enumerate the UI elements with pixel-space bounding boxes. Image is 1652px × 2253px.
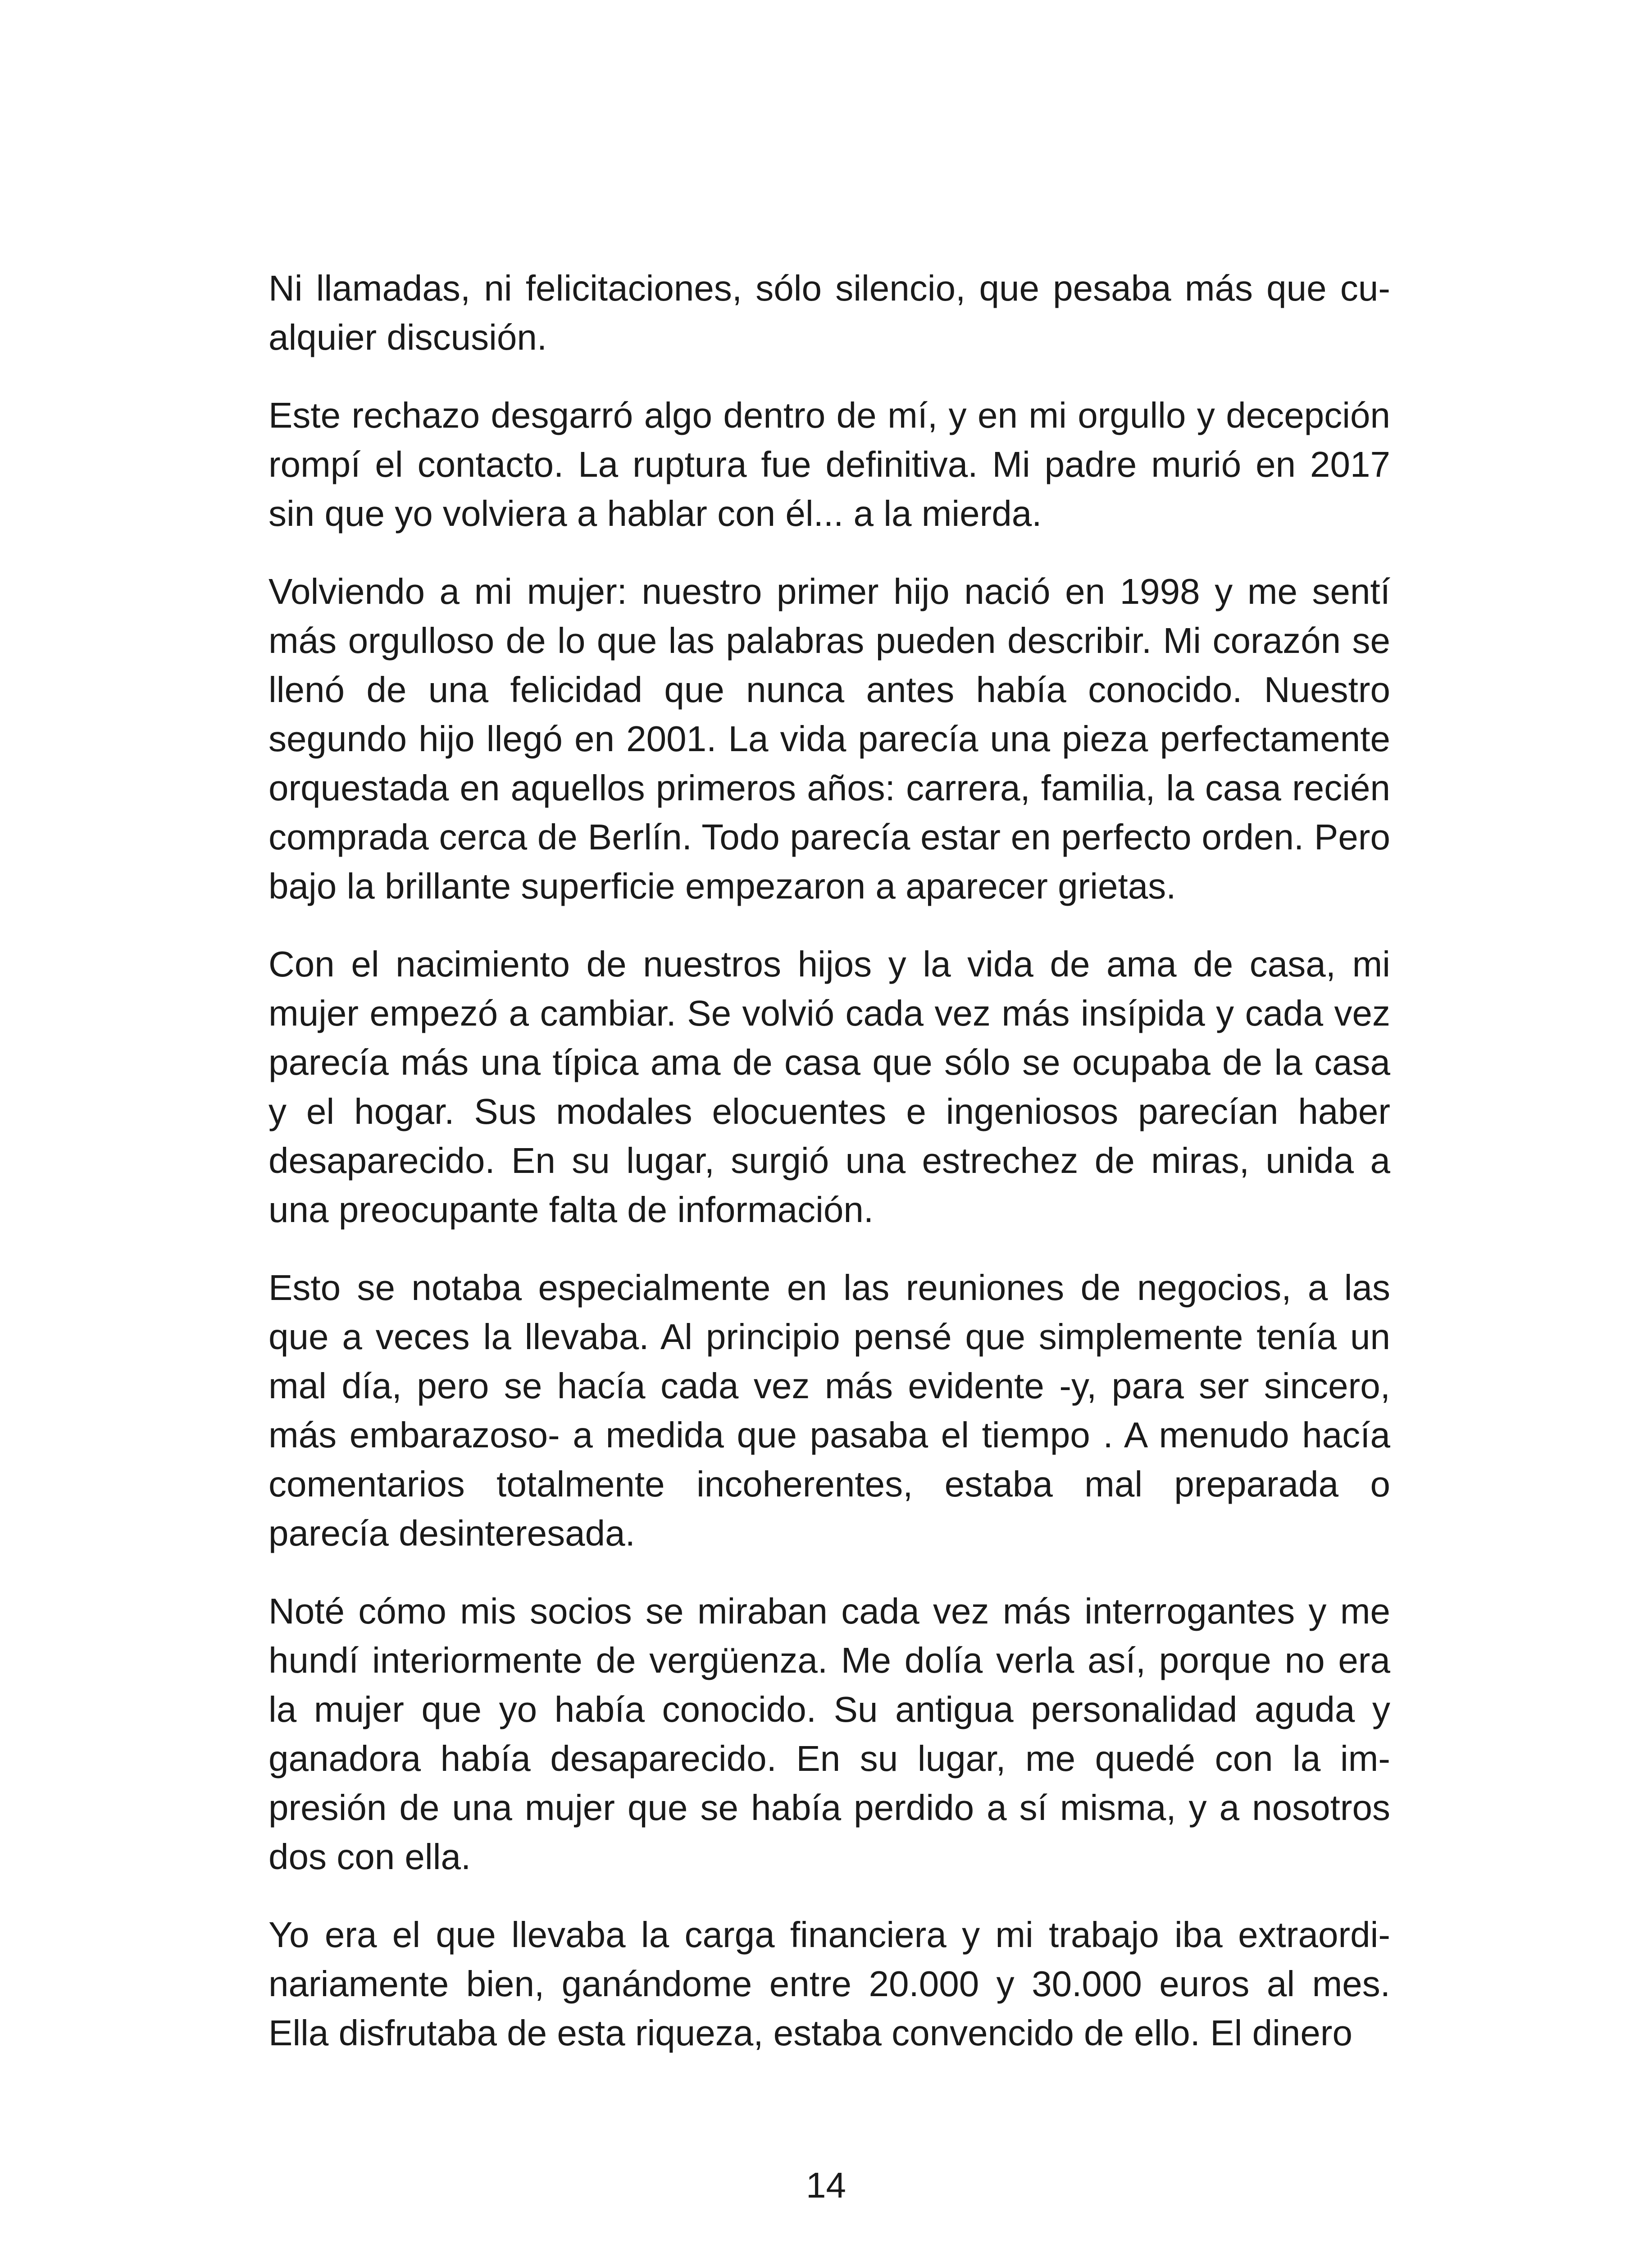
page-number: 14	[806, 2165, 846, 2205]
paragraph-5: Esto se notaba especialmente en las reuniones de negocios, a las que a veces la llevaba. Al principio pensé que simplemente tenía un mal día, pero se hacía cada vez más evidente -y, para ser sincero, más embarazoso- a medida que pasaba el tiempo . A menudo hacía comentarios totalmente incoherentes, estaba mal preparada o parecía desinteresada.	[269, 1268, 1390, 1553]
paragraph-1: Ni llamadas, ni felicitaciones, sólo silencio, que pesaba más que cualquier discusión.	[269, 268, 1390, 357]
paragraph-3: Volviendo a mi mujer: nuestro primer hijo nació en 1998 y me sentí más orgulloso de lo que las palabras pueden describir. Mi corazón se llenó de una felicidad que nunca antes había conocido. Nuestro segundo hijo llegó en 2001. La vida parecía una pieza perfectamente orquestada en aquellos primeros años: carrera, familia, la casa recién comprada cerca de Berlín. Todo parecía estar en perfecto orden. Pero bajo la brillante superficie empezaron a aparecer grietas.	[269, 571, 1390, 906]
body-text	[269, 264, 1390, 2057]
paragraph-6: Noté cómo mis socios se miraban cada vez más interrogantes y me hundí interiormente de vergüenza. Me dolía verla así, porque no era la mujer que yo había conocido. Su antigua personalidad aguda y ganadora había desaparecido. En su lugar, me quedé con la impresión de una mujer que se había perdido a sí misma, y a nosotros dos con ella.	[269, 1591, 1390, 1877]
paragraph-4: Con el nacimiento de nuestros hijos y la vida de ama de casa, mi mujer empezó a cambiar. Se volvió cada vez más insípida y cada vez parecía más una típica ama de casa que sólo se ocupaba de la casa y el hogar. Sus modales elocuentes e ingeniosos parecían haber desaparecido. En su lugar, surgió una estrechez de miras, unida a una preocupante falta de información.	[269, 944, 1390, 1230]
paragraph-2: Este rechazo desgarró algo dentro de mí, y en mi orgullo y decepción rompí el contacto. La ruptura fue definitiva. Mi padre murió en 2017 sin que yo volviera a hablar con él... a la mierda.	[269, 395, 1390, 534]
paragraph-7: Yo era el que llevaba la carga financiera y mi trabajo iba extraordinariamente bien, ganándome entre 20.000 y 30.000 euros al mes. Ella disfrutaba de esta riqueza, estaba convencido de ello. El dinero	[269, 1915, 1390, 2053]
